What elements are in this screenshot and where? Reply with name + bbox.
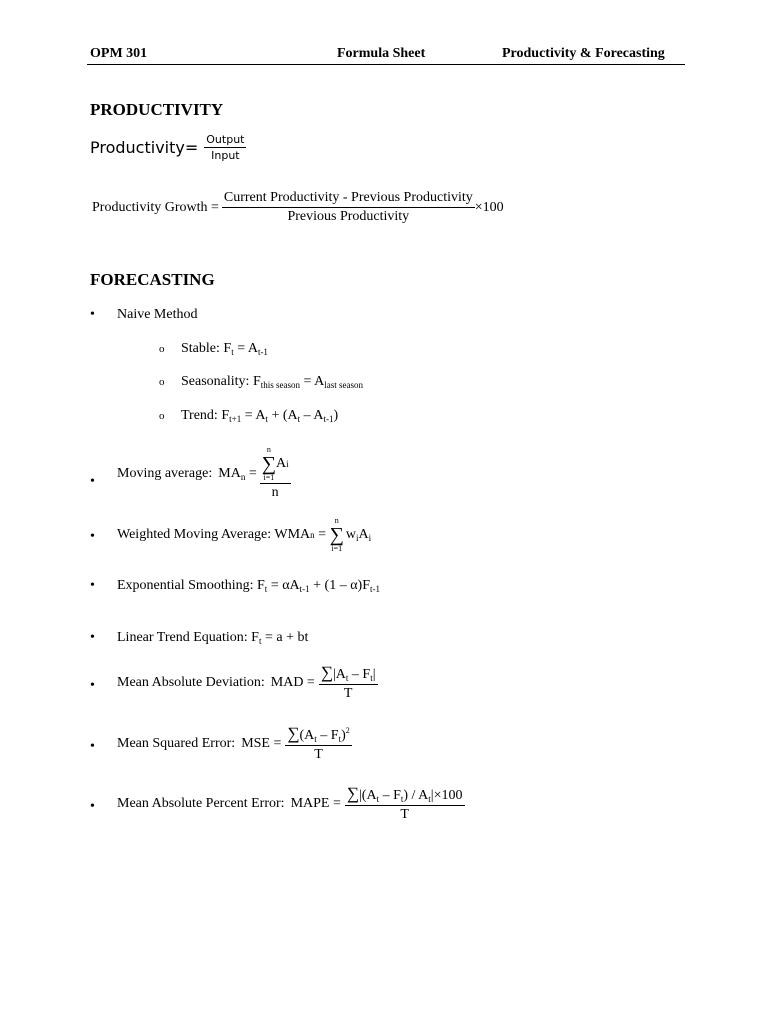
sheet-topic: Productivity & Forecasting [502, 46, 665, 61]
weighted-moving-average: Weighted Moving Average: WMA n = n ∑ i=1 $w_iA_i$ [117, 516, 372, 553]
course-code: OPM 301 [90, 46, 148, 61]
productivity-heading: PRODUCTIVITY [90, 100, 224, 119]
bullet-icon [90, 630, 95, 646]
bullet-icon [90, 474, 95, 490]
header-rule [87, 64, 685, 65]
mape-fraction: $\frac{\sum|(A_t - F_t) / A_t|\times 100}{T}$ [346, 784, 463, 822]
naive-trend: Trend: $F_{t+1} = A_t + (A_t - A_{t-1})$ [181, 408, 339, 424]
mean-squared-error: Mean Squared Error: MSE = $\frac{\sum(A_t - F_t)^2}{T}$ [117, 724, 350, 762]
naive-method: Naive Method [117, 307, 198, 322]
linear-trend-equation: Linear Trend Equation: $F_t = a$ + bt [117, 630, 309, 646]
mad-fraction: $\frac{\sum|A_t - F_t|}{T}$ [320, 663, 376, 701]
naive-stable: Stable: $F_t = A_{t-1}$ [181, 341, 268, 357]
bullet-icon [90, 678, 95, 694]
sigma-icon: ∑ [329, 524, 344, 546]
productivity-formula [90, 133, 246, 162]
growth-denominator: Previous Productivity [287, 209, 410, 224]
forecasting-heading: FORECASTING [90, 270, 215, 289]
productivity-label: Productivity= [90, 138, 199, 157]
bullet-icon [90, 739, 95, 755]
sigma-icon: ∑ [261, 453, 276, 475]
bullet-icon [90, 307, 95, 323]
productivity-fraction [204, 133, 246, 162]
circle-bullet-icon [159, 410, 165, 422]
sheet-title: Formula Sheet [337, 46, 426, 61]
circle-bullet-icon [159, 343, 165, 355]
growth-fraction [222, 190, 475, 225]
growth-numerator: Current Productivity - Previous Productivity [222, 190, 475, 208]
bullet-icon [90, 578, 95, 594]
bullet-icon [90, 799, 95, 815]
productivity-numerator: Output [206, 133, 245, 146]
productivity-denominator: Input [211, 149, 240, 162]
growth-multiplier: ×100 [474, 199, 504, 215]
moving-average: Moving average: $MA_n$ = n ∑ i=1 A i n [117, 445, 289, 500]
productivity-growth-formula [92, 190, 504, 225]
bullet-icon [90, 529, 95, 545]
ma-fraction: n ∑ i=1 A i n [261, 445, 289, 500]
exponential-smoothing: Exponential Smoothing: $F_t = \alpha A_{t-1} + (1 - \alpha)F_{t-1}$ [117, 578, 380, 594]
circle-bullet-icon [159, 376, 165, 388]
mean-absolute-percent-error: Mean Absolute Percent Error: MAPE = $\frac{\sum|(A_t - F_t) / A_t|\times 100}{T}$ [117, 784, 463, 822]
naive-seasonality: Seasonality: $F_{this season} = A_{last season}$ [181, 374, 363, 390]
mse-fraction: $\frac{\sum(A_t - F_t)^2}{T}$ [287, 724, 350, 762]
mean-absolute-deviation: Mean Absolute Deviation: MAD = $\frac{\sum|A_t - F_t|}{T}$ [117, 663, 376, 701]
growth-label: Productivity Growth = [92, 199, 219, 215]
